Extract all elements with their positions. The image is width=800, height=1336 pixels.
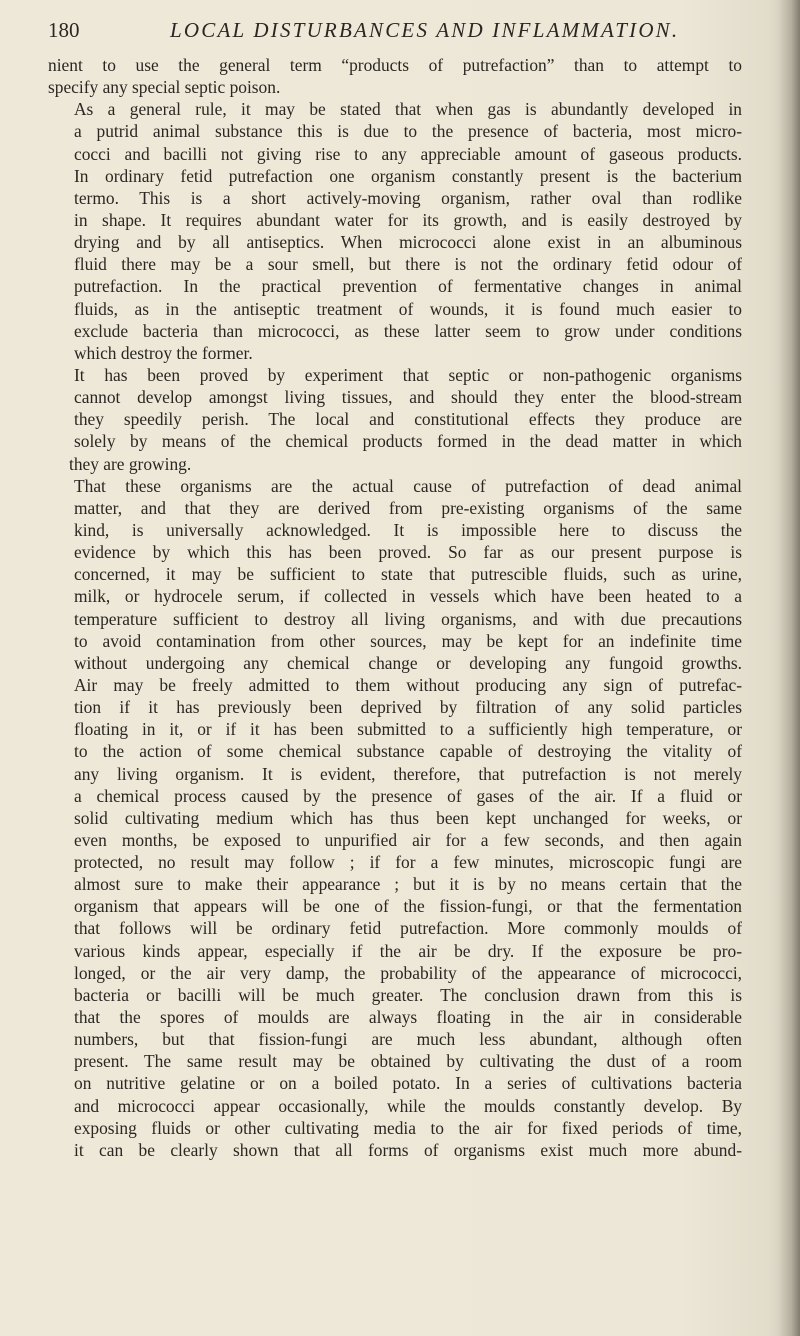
- text-line: which destroy the former.: [74, 342, 253, 363]
- text-line: solid cultivating medium which has thus been kept unchanged for weeks, or: [74, 807, 742, 828]
- body-text: [48, 54, 742, 1161]
- text-line: any living organism. It is evident, therefore, that putrefaction is not merely: [74, 763, 742, 784]
- text-line: As a general rule, it may be stated that when gas is abundantly developed in: [74, 99, 742, 120]
- text-line: matter, and that they are derived from pre-existing organisms of the same: [74, 497, 742, 518]
- text-line: specify any special septic poison.: [48, 77, 281, 98]
- text-line: exposing fluids or other cultivating media to the air for fixed periods of time,: [74, 1117, 742, 1138]
- text-line: to avoid contamination from other sources, may be kept for an indefinite time: [74, 630, 742, 651]
- text-line: solely by means of the chemical products formed in the dead matter in which: [74, 431, 742, 452]
- text-line: almost sure to make their appearance ; but it is by no means certain that the: [74, 874, 742, 895]
- text-line: that the spores of moulds are always floating in the air in considerable: [74, 1007, 742, 1028]
- text-line: drying and by all antiseptics. When micrococci alone exist in an albuminous: [74, 232, 742, 253]
- text-line: even months, be exposed to unpurified air for a few seconds, and then again: [74, 829, 742, 850]
- text-line: organism that appears will be one of the fission-fungi, or that the fermentation: [74, 896, 742, 917]
- text-line: temperature sufficient to destroy all living organisms, and with due precautions: [74, 608, 742, 629]
- text-line: fluid there may be a sour smell, but there is not the ordinary fetid odour of: [74, 254, 742, 275]
- text-line: cocci and bacilli not giving rise to any appreciable amount of gaseous products.: [74, 143, 742, 164]
- text-line: termo. This is a short actively-moving organism, rather oval than rodlike: [74, 187, 742, 208]
- text-line: fluids, as in the antiseptic treatment of wounds, it is found much easier to: [74, 298, 742, 319]
- text-line: nient to use the general term “products of putrefaction” than to attempt to: [48, 55, 742, 75]
- text-line: In ordinary fetid putrefaction one organism constantly present is the bacterium: [74, 165, 742, 186]
- text-line: in shape. It requires abundant water for its growth, and is easily destroyed by: [74, 209, 742, 230]
- running-head: LOCAL DISTURBANCES AND INFLAMMATION.: [170, 18, 680, 42]
- page-edge-shadow: [778, 0, 800, 1336]
- text-line: it can be clearly shown that all forms of organisms exist much more abund-: [74, 1139, 742, 1160]
- text-line: longed, or the air very damp, the probability of the appearance of micrococci,: [74, 962, 742, 983]
- text-line: a putrid animal substance this is due to the presence of bacteria, most micro-: [74, 121, 742, 142]
- text-line: floating in it, or if it has been submitted to a sufficiently high temperature, or: [74, 719, 742, 740]
- text-line: to the action of some chemical substance capable of destroying the vitality of: [74, 741, 742, 762]
- text-line: exclude bacteria than micrococci, as these latter seem to grow under conditions: [74, 320, 742, 341]
- text-line: that follows will be ordinary fetid putrefaction. More commonly moulds of: [74, 918, 742, 939]
- text-line: numbers, but that fission-fungi are much less abundant, although often: [74, 1029, 742, 1050]
- text-line: various kinds appear, especially if the air be dry. If the exposure be pro-: [74, 940, 742, 961]
- text-line: evidence by which this has been proved. So far as our present purpose is: [74, 542, 742, 563]
- text-line: bacteria or bacilli will be much greater. The conclusion drawn from this is: [74, 984, 742, 1005]
- text-line: they speedily perish. The local and constitutional effects they produce are: [74, 409, 742, 430]
- text-line: That these organisms are the actual cause of putrefaction of dead animal: [74, 475, 742, 496]
- text-line: without undergoing any chemical change or developing any fungoid growths.: [74, 652, 742, 673]
- text-line: It has been proved by experiment that septic or non-pathogenic organisms: [74, 364, 742, 385]
- text-line: Air may be freely admitted to them without producing any sign of putrefac-: [74, 674, 742, 695]
- text-line: cannot develop amongst living tissues, and should they enter the blood-stream: [74, 387, 742, 408]
- text-line: concerned, it may be sufficient to state that putrescible fluids, such as urine,: [74, 564, 742, 585]
- text-line: on nutritive gelatine or on a boiled potato. In a series of cultivations bacteria: [74, 1073, 742, 1094]
- text-line: milk, or hydrocele serum, if collected in vessels which have been heated to a: [74, 586, 742, 607]
- page-header: [48, 18, 748, 50]
- text-line: they are growing.: [69, 453, 192, 474]
- text-line: putrefaction. In the practical prevention of fermentative changes in animal: [74, 276, 742, 297]
- text-line: kind, is universally acknowledged. It is impossible here to discuss the: [74, 519, 742, 540]
- text-line: a chemical process caused by the presence of gases of the air. If a fluid or: [74, 785, 742, 806]
- page-number: 180: [48, 18, 80, 42]
- text-line: tion if it has previously been deprived by filtration of any solid particles: [74, 697, 742, 718]
- text-line: protected, no result may follow ; if for a few minutes, microscopic fungi are: [74, 852, 742, 873]
- text-line: and micrococci appear occasionally, while the moulds constantly develop. By: [74, 1095, 742, 1116]
- text-line: present. The same result may be obtained by cultivating the dust of a room: [74, 1051, 742, 1072]
